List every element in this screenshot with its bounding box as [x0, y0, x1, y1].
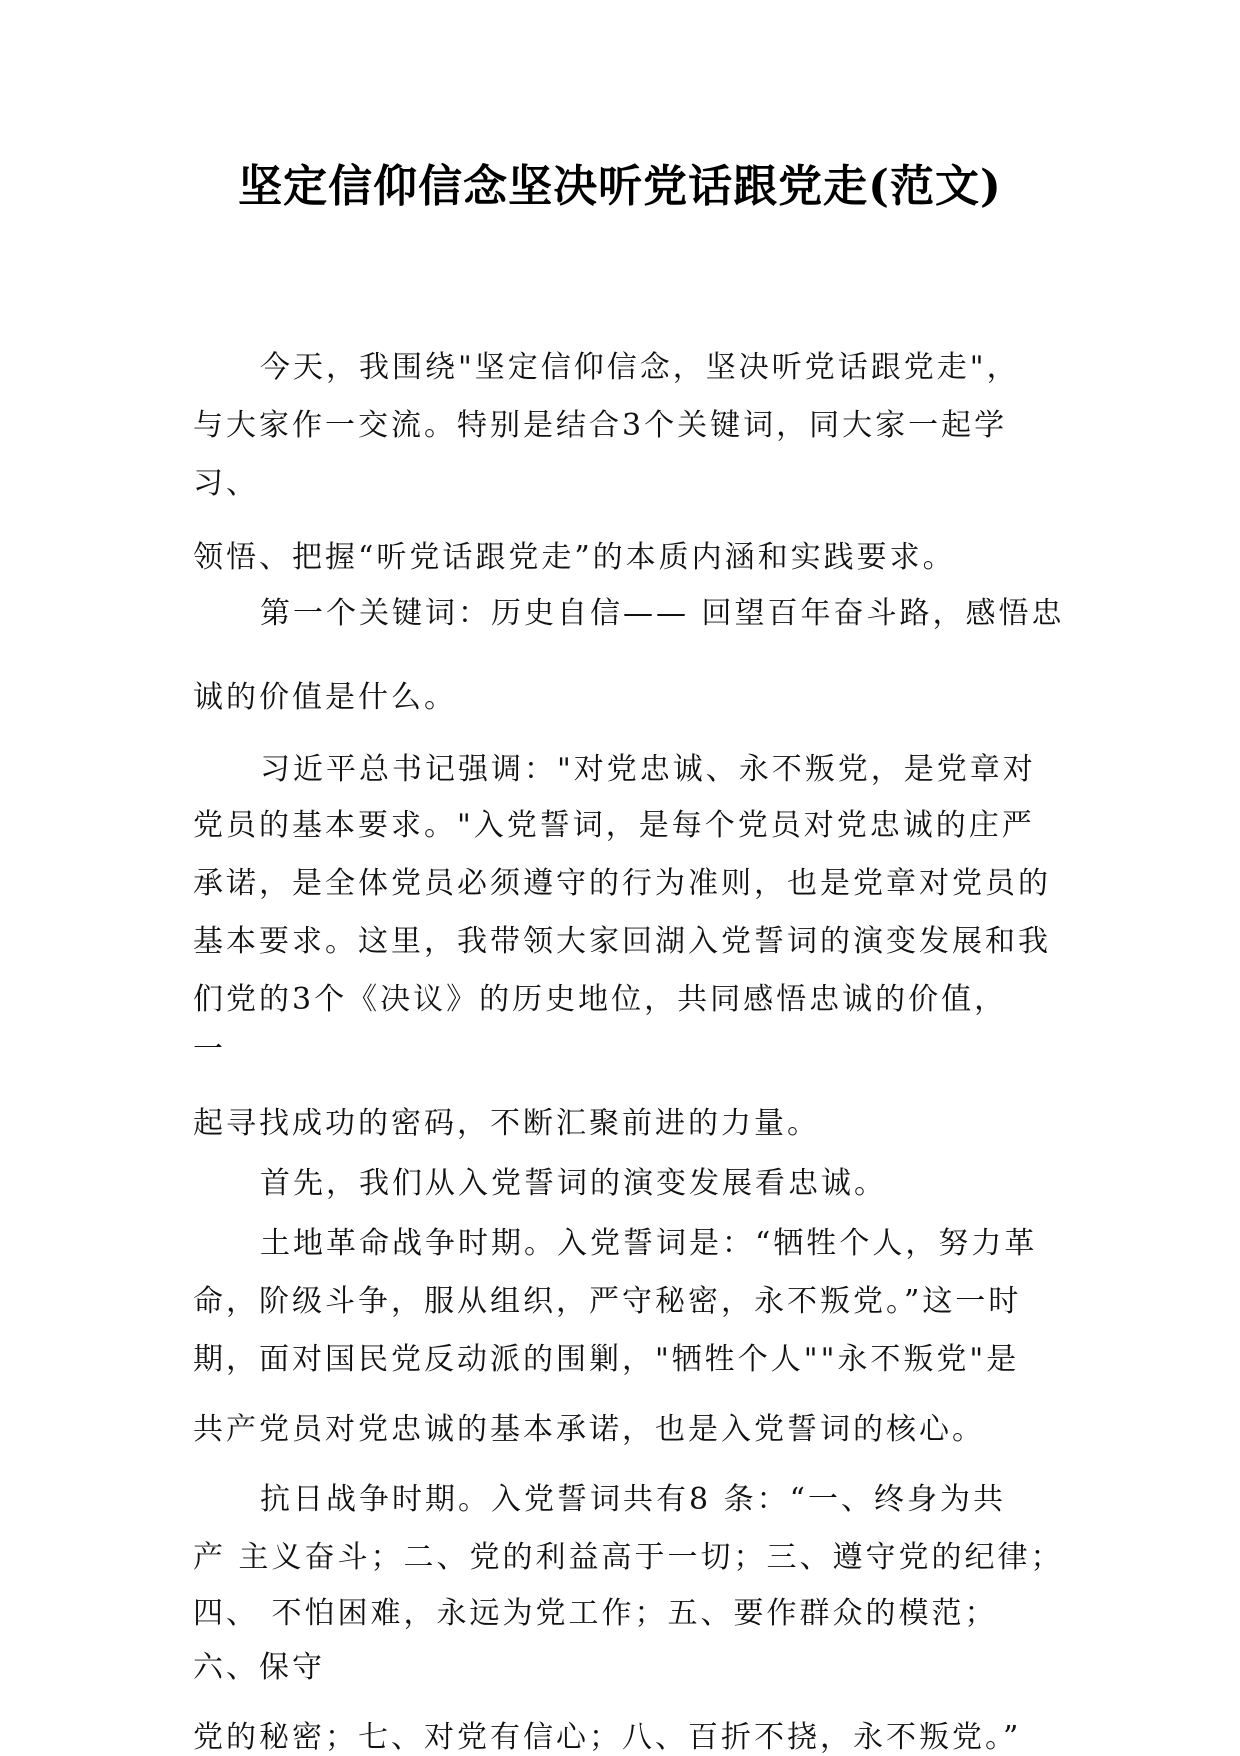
text-line: 抗日战争时期。入党誓词共有8 条：“一、终身为共 [260, 1482, 1006, 1517]
text-line: 与大家作一交流。特别是结合3个关键词，同大家一起学 [193, 408, 1008, 443]
text-line: 党的秘密；七、对党有信心；八、百折不挠，永不叛党。” [193, 1720, 1022, 1755]
text-line: 四、 不怕困难，永远为党工作；五、要作群众的模范； [193, 1596, 998, 1631]
text-line: 首先，我们从入党誓词的演变发展看忠诚。 [260, 1166, 887, 1201]
text-line: 第一个关键词：历史自信—— 回望百年奋斗路，感悟忠 [260, 596, 1065, 631]
text-line: 命，阶级斗争，服从组织，严守秘密，永不叛党。”这一时 [193, 1284, 1022, 1319]
text-line: 今天，我围绕"坚定信仰信念，坚决听党话跟党走"， [260, 350, 1020, 385]
text-line: 习、 [193, 466, 259, 501]
text-line: 党员的基本要求。"入党誓词，是每个党员对党忠诚的庄严 [193, 808, 1035, 843]
text-line: 起寻找成功的密码，不断汇聚前进的力量。 [193, 1106, 820, 1141]
text-line: 产 主义奋斗；二、党的利益高于一切；三、遵守党的纪律； [193, 1540, 1064, 1575]
text-line: 领悟、把握“听党话跟党走”的本质内涵和实践要求。 [193, 540, 956, 575]
text-line: 们党的3个《决议》的历史地位，共同感悟忠诚的价值， [193, 982, 1008, 1017]
document-title: 坚定信仰信念坚决听党话跟党走(范文) [238, 161, 1002, 212]
text-line: 基本要求。这里，我带领大家回湖入党誓词的演变发展和我 [193, 924, 1051, 959]
text-line: 期，面对国民党反动派的围剿，"牺牲个人""永不叛党"是 [193, 1342, 1020, 1377]
text-line: 诚的价值是什么。 [193, 680, 457, 715]
text-line: 土地革命战争时期。入党誓词是：“牺牲个人，努力革 [260, 1226, 1038, 1261]
text-line: 承诺，是全体党员必须遵守的行为准则，也是党章对党员的 [193, 866, 1051, 901]
text-line: 共产党员对党忠诚的基本承诺，也是入党誓词的核心。 [193, 1412, 985, 1447]
text-line: 一 [193, 1032, 226, 1067]
text-line: 习近平总书记强调："对党忠诚、永不叛党，是党章对 [260, 752, 1036, 787]
text-line: 六、保守 [193, 1650, 325, 1685]
